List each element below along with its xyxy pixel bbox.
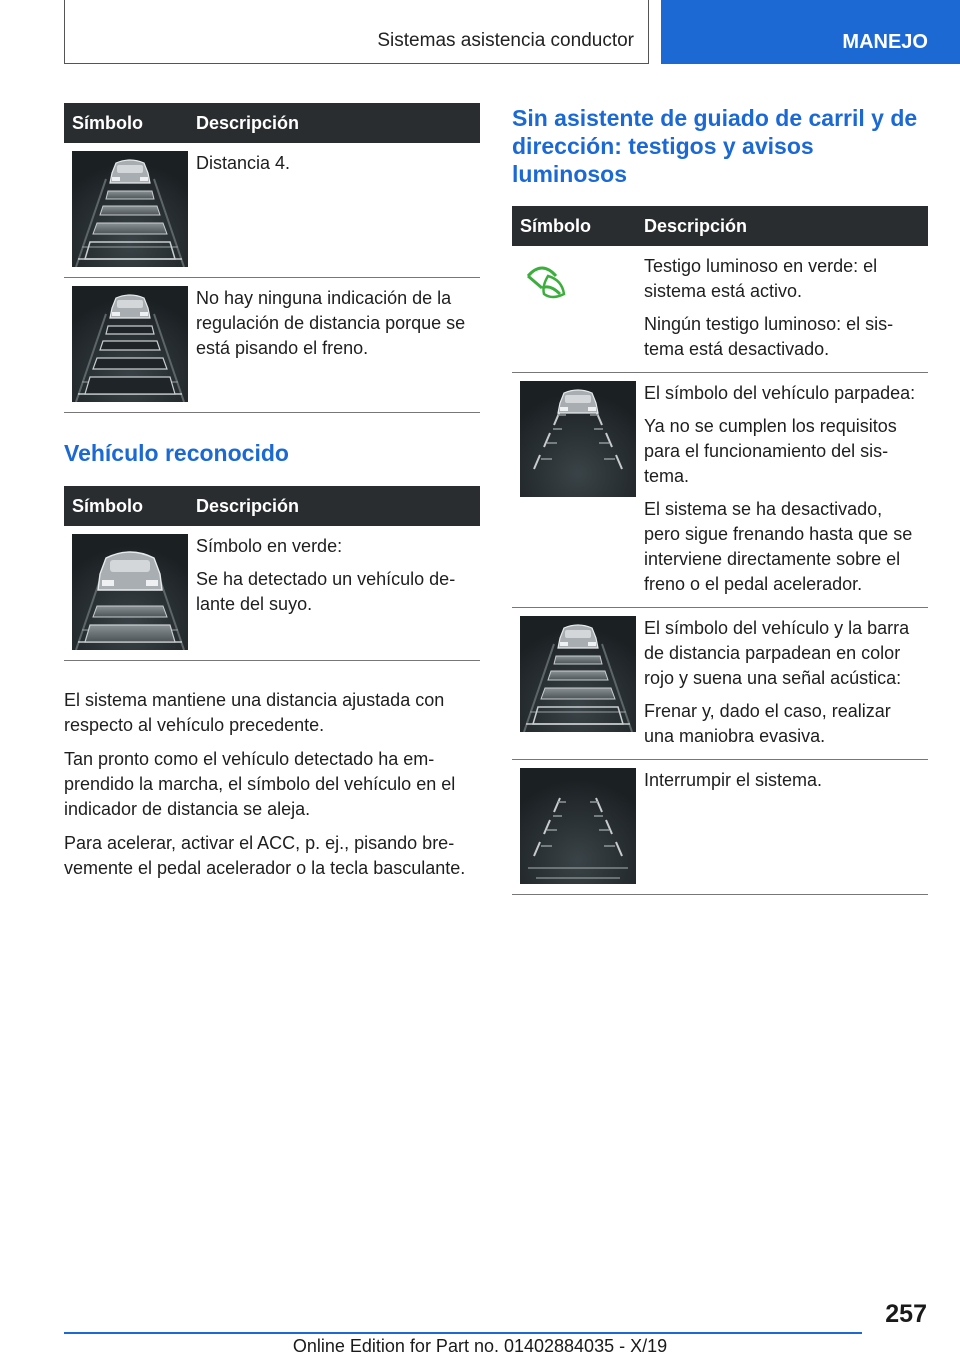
right-column bbox=[512, 104, 928, 895]
table-row bbox=[64, 143, 480, 278]
table-header-symbol: Símbolo bbox=[64, 486, 188, 526]
row-description: Símbolo en verde: bbox=[196, 536, 343, 556]
body-text bbox=[64, 688, 480, 881]
row-description: Ningún testigo luminoso: el sistema está desactivado. bbox=[644, 314, 894, 359]
steering-assist-lamp-icon bbox=[520, 254, 580, 304]
row-description: Ya no se cumplen los requisitos para el funcionamiento del sistema. bbox=[644, 416, 897, 486]
table-row bbox=[64, 526, 480, 661]
footer-edition-text: Online Edition for Part no. 01402884035 - X/19 bbox=[292, 1336, 668, 1356]
row-description: Testigo luminoso en verde: el sistema está activo. bbox=[644, 256, 878, 301]
row-description: El sistema se ha desactivado, pero sigue frenando hasta que se interviene directamente sobre el freno o el pedal acelerador. bbox=[644, 499, 913, 594]
table-row bbox=[512, 246, 928, 373]
warning-lamp-table bbox=[512, 206, 928, 895]
row-description: El símbolo del vehículo y la barra de distancia parpadean en color rojo y suena una señal acústica: bbox=[644, 618, 910, 688]
vehicle-detected-icon bbox=[72, 534, 188, 650]
header-section-title: Sistemas asistencia conductor bbox=[377, 30, 634, 51]
left-column bbox=[64, 103, 480, 890]
table-header-description: Descripción bbox=[636, 206, 928, 246]
table-header-symbol: Símbolo bbox=[512, 206, 636, 246]
row-description: Interrumpir el sistema. bbox=[644, 770, 823, 790]
distance-no-indication-icon bbox=[72, 286, 188, 402]
paragraph: Tan pronto como el vehículo detectado ha emprendido la marcha, el símbolo del vehículo en el indicador de distancia se aleja. bbox=[64, 749, 456, 819]
page-number: 257 bbox=[885, 1300, 927, 1328]
distance-symbol-table bbox=[64, 103, 480, 413]
table-header-description: Descripción bbox=[188, 486, 480, 526]
paragraph: El sistema mantiene una distancia ajustada con respecto al vehículo precedente. bbox=[64, 690, 445, 735]
table-row bbox=[64, 278, 480, 413]
paragraph: Para acelerar, activar el ACC, p. ej., pisando brevemente el pedal acelerador o la tecla basculante. bbox=[64, 833, 466, 878]
table-header-description: Descripción bbox=[188, 103, 480, 143]
section-title-no-lane-assist: Sin asistente de guiado de carril y de dirección: testigos y avisos luminosos bbox=[512, 105, 918, 187]
row-description: No hay ninguna indicación de la regulación de distancia porque se está pisando el freno. bbox=[196, 288, 466, 358]
vehicle-flashing-icon bbox=[520, 381, 636, 497]
chapter-tab[interactable]: MANEJO bbox=[661, 0, 960, 64]
row-description: Frenar y, dado el caso, realizar una maniobra evasiva. bbox=[644, 701, 891, 746]
table-header-symbol: Símbolo bbox=[64, 103, 188, 143]
row-description: Distancia 4. bbox=[196, 153, 291, 173]
distance-4-icon bbox=[72, 151, 188, 267]
vehicle-detected-table bbox=[64, 486, 480, 661]
table-row bbox=[512, 760, 928, 895]
row-description: El símbolo del vehículo parpadea: bbox=[644, 383, 916, 403]
footer-rule bbox=[64, 1332, 862, 1334]
section-title-vehicle-detected: Vehículo reconocido bbox=[64, 440, 289, 466]
row-description: Se ha detectado un vehículo delante del suyo. bbox=[196, 569, 456, 614]
system-interrupted-icon bbox=[520, 768, 636, 884]
header-box bbox=[64, 0, 649, 64]
vehicle-distance-bar-flashing-icon bbox=[520, 616, 636, 732]
table-row bbox=[512, 373, 928, 608]
table-row bbox=[512, 608, 928, 760]
